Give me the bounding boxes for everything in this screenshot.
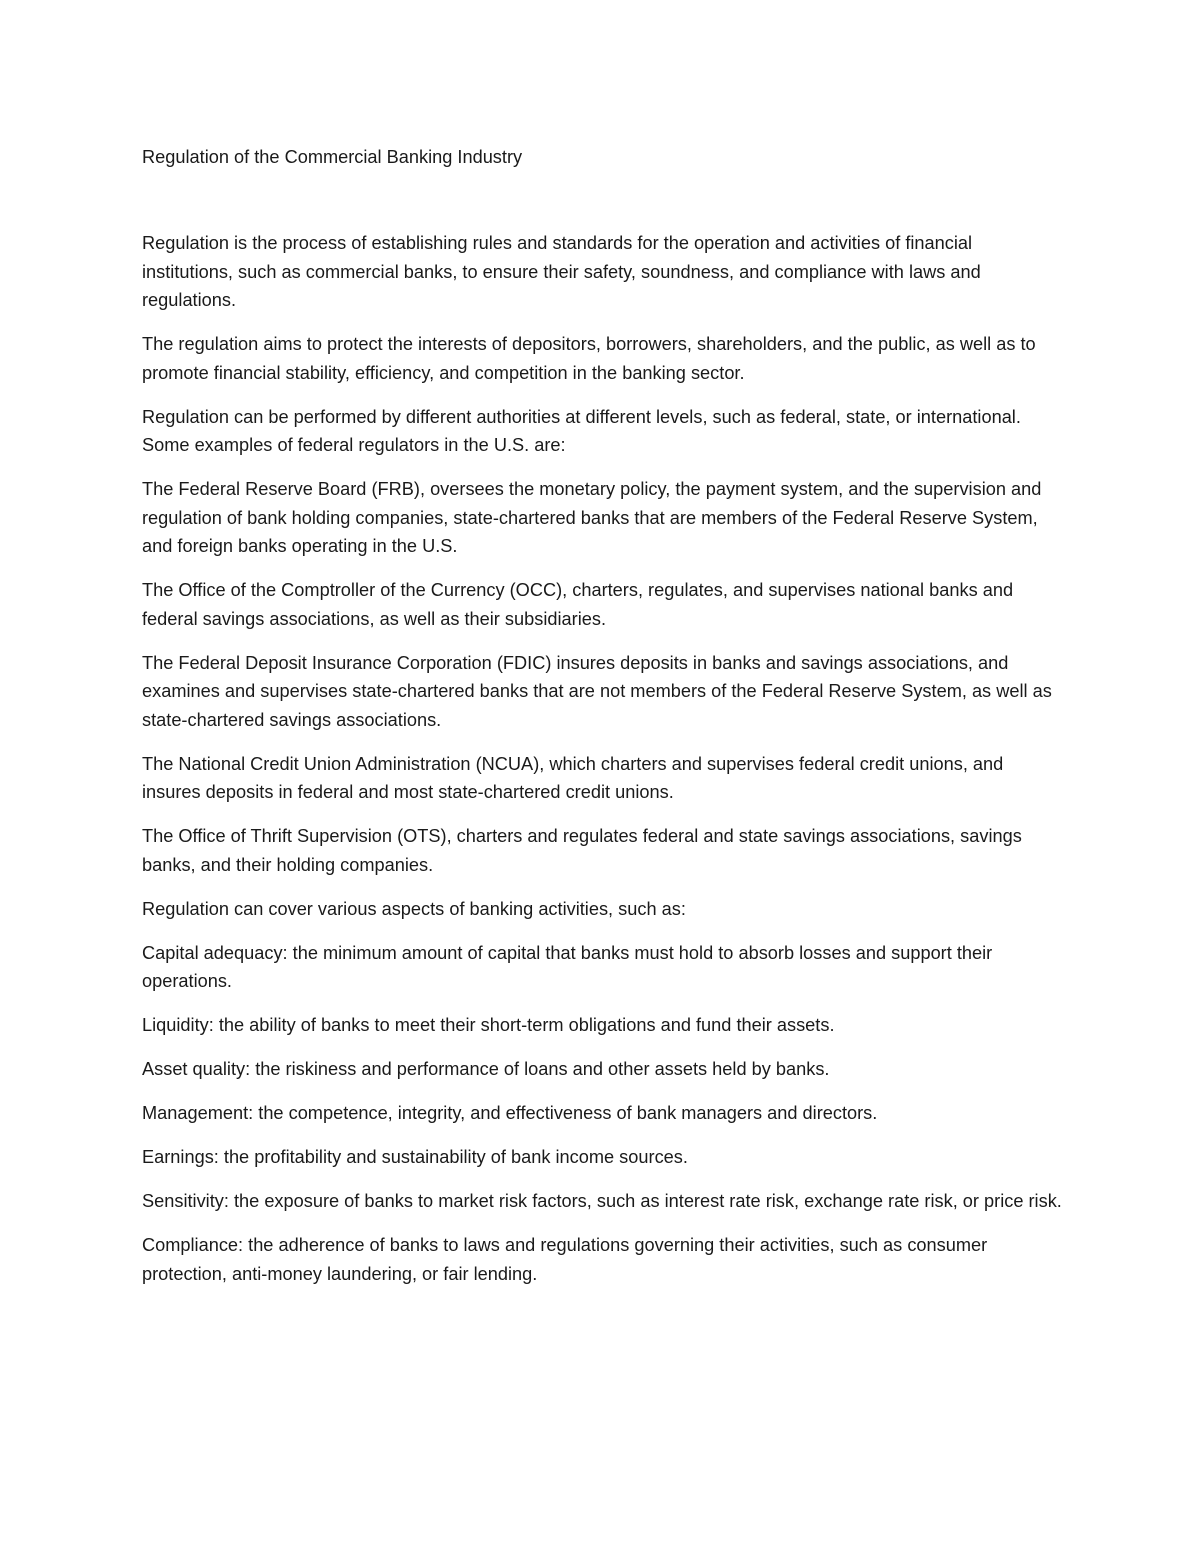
paragraph-liquidity: Liquidity: the ability of banks to meet their short-term obligations and fund their assets.: [142, 1015, 835, 1035]
paragraph-ots: The Office of Thrift Supervision (OTS), charters and regulates federal and state savings associations, savings banks, and their holding companies.: [142, 826, 1022, 875]
paragraph-ncua: The National Credit Union Administration (NCUA), which charters and supervises federal credit unions, and insures deposits in federal and most state-chartered credit unions.: [142, 753, 1004, 802]
paragraph-management: Management: the competence, integrity, and effectiveness of bank managers and directors.: [142, 1103, 878, 1123]
document-body: [142, 229, 1062, 1304]
paragraph-regulation-aims: The regulation aims to protect the interests of depositors, borrowers, shareholders, and the public, as well as to promote financial stability, efficiency, and competition in the banking sector.: [142, 334, 1036, 383]
paragraph-occ: The Office of the Comptroller of the Currency (OCC), charters, regulates, and supervises national banks and federal savings associations, as well as their subsidiaries.: [142, 580, 1014, 629]
paragraph-regulation-definition: Regulation is the process of establishing rules and standards for the operation and activities of financial institutions, such as commercial banks, to ensure their safety, soundness, and compliance with laws and regulations.: [142, 233, 981, 310]
paragraph-fdic: The Federal Deposit Insurance Corporation (FDIC) insures deposits in banks and savings associations, and examines and supervises state-chartered banks that are not members of the Federal Reserve System, as well as state-chartered savings associations.: [142, 652, 1052, 730]
paragraph-regulation-authorities: Regulation can be performed by different authorities at different levels, such as federal, state, or international. Some examples of federal regulators in the U.S. are:: [142, 406, 1021, 455]
paragraph-compliance: Compliance: the adherence of banks to laws and regulations governing their activities, such as consumer protection, anti-money laundering, or fair lending.: [142, 1235, 988, 1284]
paragraph-regulation-aspects: Regulation can cover various aspects of banking activities, such as:: [142, 898, 686, 919]
paragraph-capital-adequacy: Capital adequacy: the minimum amount of capital that banks must hold to absorb losses and support their operations.: [142, 942, 993, 991]
paragraph-asset-quality: Asset quality: the riskiness and performance of loans and other assets held by banks.: [142, 1059, 830, 1079]
document-title: Regulation of the Commercial Banking Industry: [142, 147, 523, 167]
paragraph-sensitivity: Sensitivity: the exposure of banks to market risk factors, such as interest rate risk, exchange rate risk, or price risk.: [142, 1191, 1062, 1211]
paragraph-frb: The Federal Reserve Board (FRB), oversees the monetary policy, the payment system, and the supervision and regulation of bank holding companies, state-chartered banks that are members of the Federal Reserve System, and foreign banks operating in the U.S.: [142, 479, 1042, 556]
paragraph-earnings: Earnings: the profitability and sustainability of bank income sources.: [142, 1147, 688, 1167]
